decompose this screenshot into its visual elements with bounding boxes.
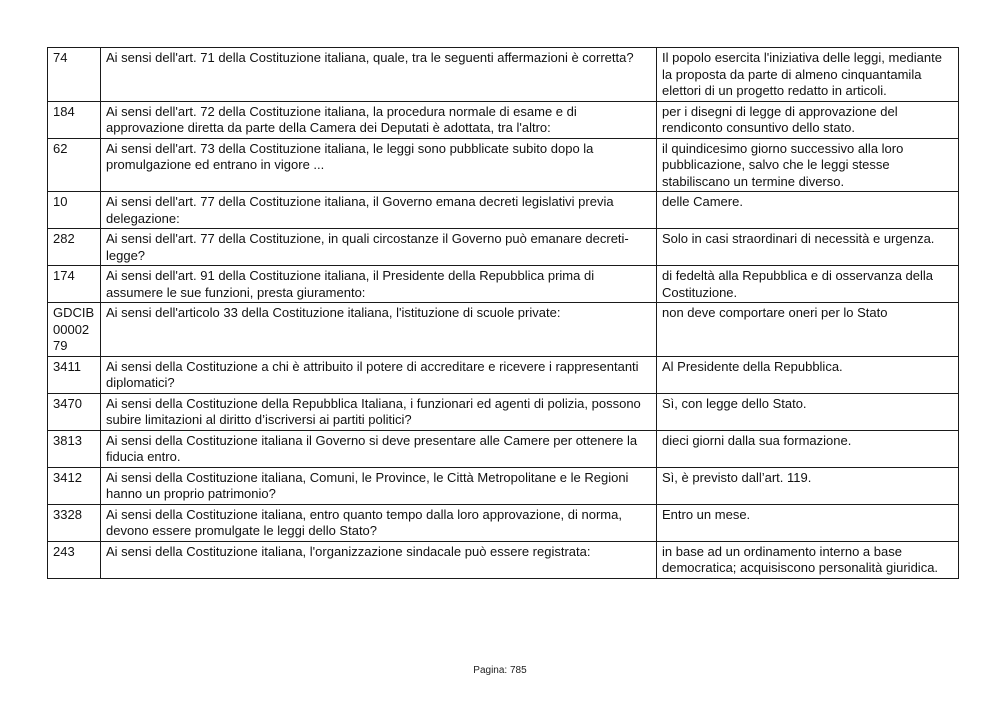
question-text: Ai sensi dell'art. 72 della Costituzione italiana, la procedura normale di esame e di approvazione diretta da parte della Camera dei Deputati è adottata, tra l'altro:	[101, 101, 657, 138]
table-row	[48, 303, 959, 357]
answer-text: di fedeltà alla Repubblica e di osservanza della Costituzione.	[657, 266, 959, 303]
question-id: 282	[48, 229, 101, 266]
question-text: Ai sensi della Costituzione a chi è attribuito il potere di accreditare e ricevere i rappresentanti diplomatici?	[101, 356, 657, 393]
question-id: 243	[48, 541, 101, 578]
table-row	[48, 101, 959, 138]
answer-text: Sì, è previsto dall’art. 119.	[657, 467, 959, 504]
answer-text: dieci giorni dalla sua formazione.	[657, 430, 959, 467]
question-text: Ai sensi della Costituzione italiana, Comuni, le Province, le Città Metropolitane e le Regioni hanno un proprio patrimonio?	[101, 467, 657, 504]
answer-text: Al Presidente della Repubblica.	[657, 356, 959, 393]
answer-text: Solo in casi straordinari di necessità e urgenza.	[657, 229, 959, 266]
table-row	[48, 48, 959, 102]
question-id: 3412	[48, 467, 101, 504]
table-row	[48, 541, 959, 578]
question-text: Ai sensi dell'art. 73 della Costituzione italiana, le leggi sono pubblicate subito dopo la promulgazione ed entrano in vigore ...	[101, 138, 657, 192]
question-text: Ai sensi della Costituzione della Repubblica Italiana, i funzionari ed agenti di polizia, possono subire limitazioni al diritto d’iscriversi ai partiti politici?	[101, 393, 657, 430]
answer-text: non deve comportare oneri per lo Stato	[657, 303, 959, 357]
table-row	[48, 504, 959, 541]
table-row	[48, 356, 959, 393]
table-row	[48, 430, 959, 467]
question-id: 62	[48, 138, 101, 192]
table-row	[48, 192, 959, 229]
table-row	[48, 229, 959, 266]
table-row	[48, 138, 959, 192]
answer-text: delle Camere.	[657, 192, 959, 229]
answer-text: per i disegni di legge di approvazione del rendiconto consuntivo dello stato.	[657, 101, 959, 138]
answer-text: in base ad un ordinamento interno a base democratica; acquisiscono personalità giuridica.	[657, 541, 959, 578]
question-id: 3470	[48, 393, 101, 430]
question-text: Ai sensi dell'art. 71 della Costituzione italiana, quale, tra le seguenti affermazioni è corretta?	[101, 48, 657, 102]
question-id: GDCIB0000279	[48, 303, 101, 357]
quiz-table	[47, 47, 959, 579]
table-row	[48, 393, 959, 430]
answer-text: Entro un mese.	[657, 504, 959, 541]
question-text: Ai sensi della Costituzione italiana, entro quanto tempo dalla loro approvazione, di norma, devono essere promulgate le leggi dello Stato?	[101, 504, 657, 541]
question-id: 3411	[48, 356, 101, 393]
page-number: Pagina: 785	[473, 665, 527, 676]
question-id: 184	[48, 101, 101, 138]
question-text: Ai sensi dell'art. 77 della Costituzione italiana, il Governo emana decreti legislativi previa delegazione:	[101, 192, 657, 229]
question-text: Ai sensi dell'articolo 33 della Costituzione italiana, l'istituzione di scuole private:	[101, 303, 657, 357]
question-text: Ai sensi della Costituzione italiana, l'organizzazione sindacale può essere registrata:	[101, 541, 657, 578]
answer-text: il quindicesimo giorno successivo alla loro pubblicazione, salvo che le leggi stesse stabiliscano un termine diverso.	[657, 138, 959, 192]
table-row	[48, 467, 959, 504]
question-id: 174	[48, 266, 101, 303]
table-row	[48, 266, 959, 303]
question-text: Ai sensi della Costituzione italiana il Governo si deve presentare alle Camere per ottenere la fiducia entro.	[101, 430, 657, 467]
question-id: 74	[48, 48, 101, 102]
answer-text: Il popolo esercita l'iniziativa delle leggi, mediante la proposta da parte di almeno cinquantamila elettori di un progetto redatto in articoli.	[657, 48, 959, 102]
answer-text: Sì, con legge dello Stato.	[657, 393, 959, 430]
quiz-table-body	[48, 48, 959, 579]
question-id: 3328	[48, 504, 101, 541]
question-id: 10	[48, 192, 101, 229]
question-text: Ai sensi dell'art. 77 della Costituzione, in quali circostanze il Governo può emanare decreti- legge?	[101, 229, 657, 266]
question-text: Ai sensi dell'art. 91 della Costituzione italiana, il Presidente della Repubblica prima di assumere le sue funzioni, presta giuramento:	[101, 266, 657, 303]
question-id: 3813	[48, 430, 101, 467]
